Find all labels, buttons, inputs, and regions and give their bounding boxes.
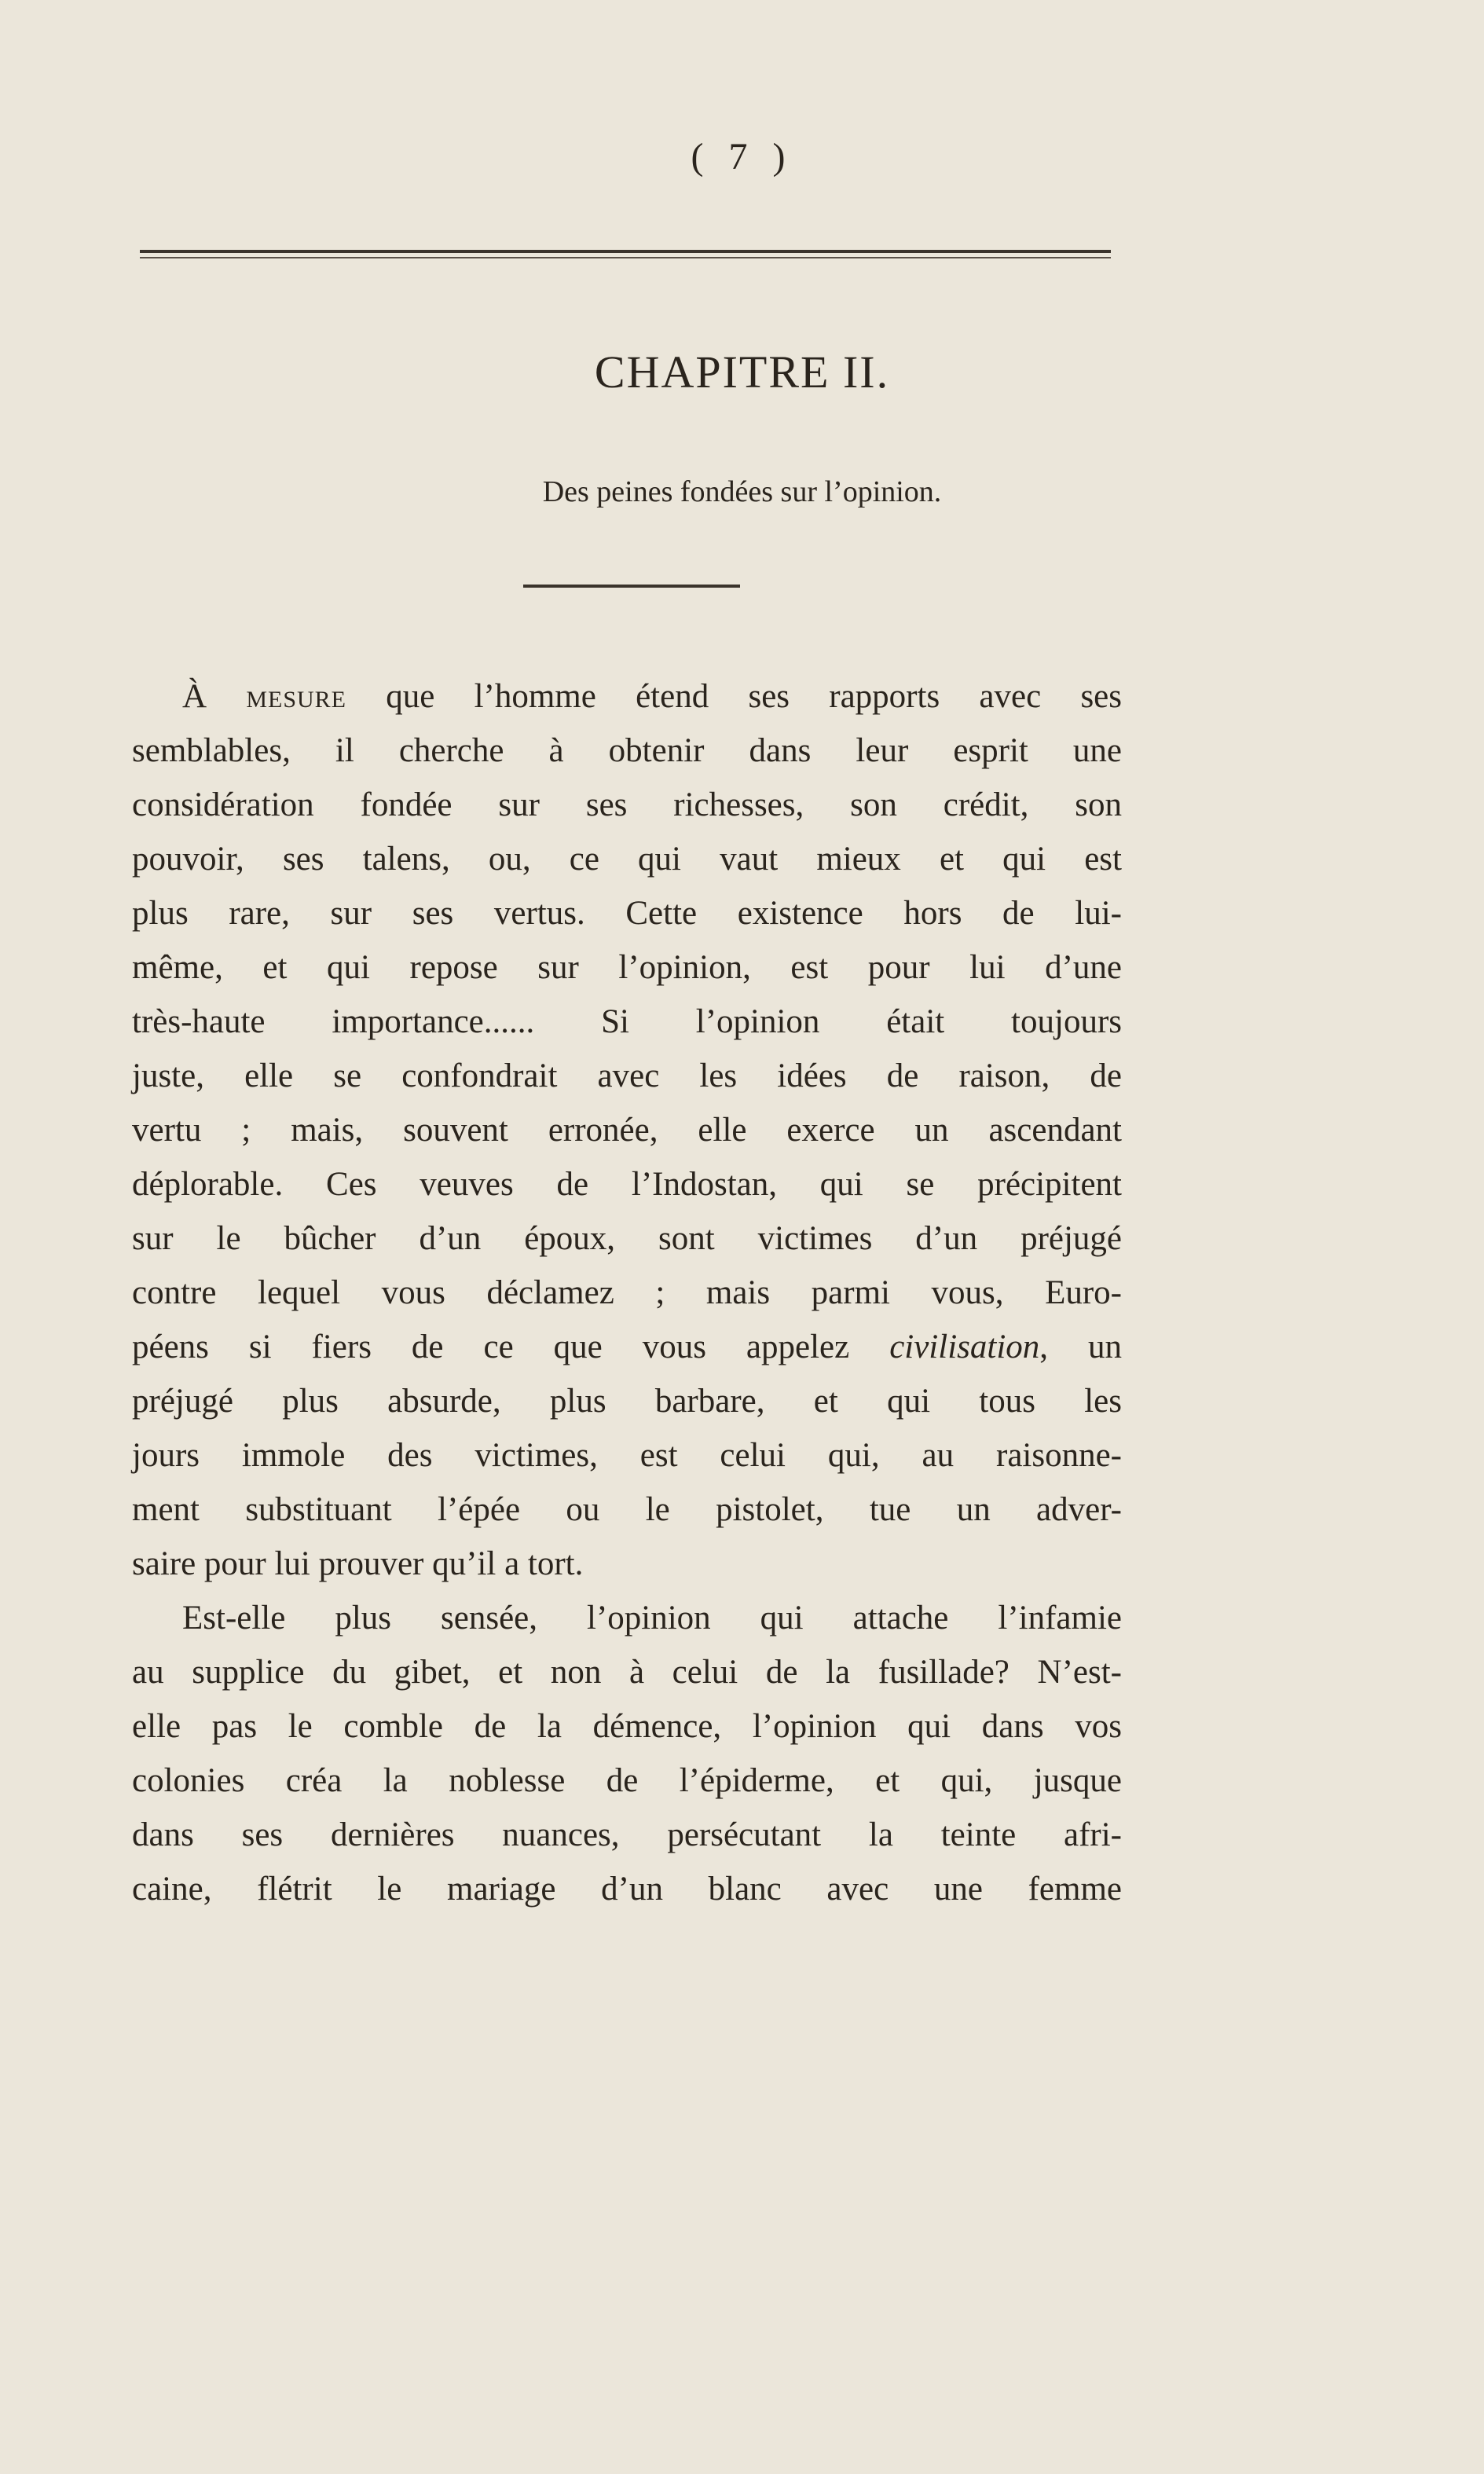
chapter-subtitle: Des peines fondées sur l’opinion. [542,475,942,508]
text-line: plus rare, sur ses vertus. Cette existence hors de lui- [132,895,1122,932]
text-line: sur le bûcher d’un époux, sont victimes d’un préjugé [132,1220,1122,1257]
text-line: pouvoir, ses talens, ou, ce qui vaut mieux et qui est [132,841,1122,878]
text-line: contre lequel vous déclamez ; mais parmi vous, Euro- [132,1274,1122,1311]
text-line: vertu ; mais, souvent erronée, elle exerce un ascendant [132,1112,1122,1149]
text-line: caine, flétrit le mariage d’un blanc avec une femme [132,1871,1122,1908]
text-line: elle pas le comble de la démence, l’opinion qui dans vos [132,1708,1122,1745]
text-line: déplorable. Ces veuves de l’Indostan, qui se précipitent [132,1166,1122,1203]
page-number: ( 7 ) [691,136,793,178]
text-line: considération fondée sur ses richesses, son crédit, son [132,786,1122,823]
text-line: même, et qui repose sur l’opinion, est pour lui d’une [132,949,1122,986]
chapter-title: CHAPITRE II. [594,346,890,398]
body-text [132,669,1122,1916]
section-divider [523,585,740,588]
text-line: juste, elle se confondrait avec les idées de raison, de [132,1057,1122,1094]
text-line: saire pour lui prouver qu’il a tort. [132,1545,584,1582]
text-line: À mesure que l’homme étend ses rapports avec ses [182,678,1122,715]
text-line: très-haute importance...... Si l’opinion était toujours [132,1003,1122,1040]
header-rule [140,250,1111,253]
text-line: Est-elle plus sensée, l’opinion qui attache l’infamie [182,1600,1122,1637]
text-line: ment substituant l’épée ou le pistolet, tue un adver- [132,1491,1122,1528]
text-line: colonies créa la noblesse de l’épiderme, et qui, jusque [132,1762,1122,1799]
text-line: jours immole des victimes, est celui qui, au raisonne- [132,1437,1122,1474]
text-line: dans ses dernières nuances, persécutant la teinte afri- [132,1816,1122,1853]
smallcaps-word: mesure [246,678,346,715]
italic-word: civilisation [889,1329,1040,1365]
text-line: au supplice du gibet, et non à celui de la fusillade? N’est- [132,1654,1122,1691]
text-line: péens si fiers de ce que vous appelez civilisation, un [132,1329,1123,1365]
text-line: préjugé plus absurde, plus barbare, et qui tous les [132,1383,1122,1420]
text-line: semblables, il cherche à obtenir dans leur esprit une [132,732,1122,769]
